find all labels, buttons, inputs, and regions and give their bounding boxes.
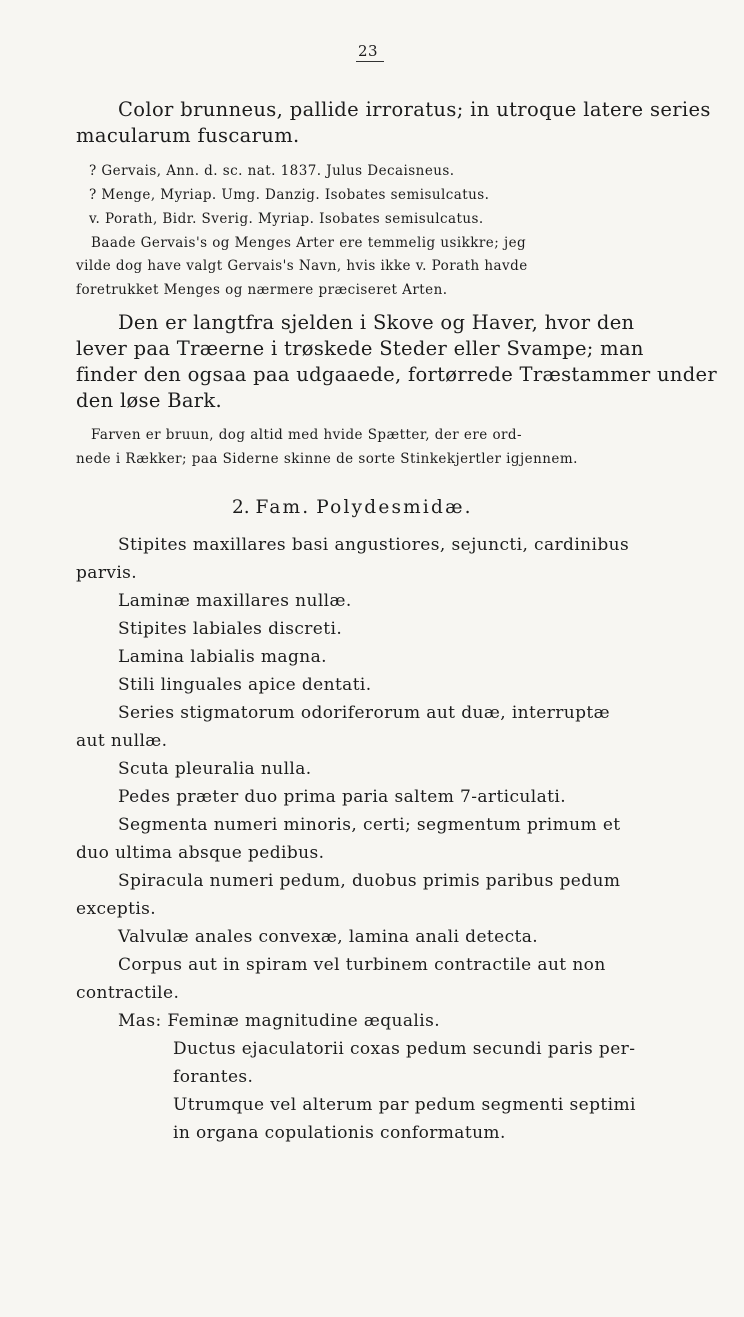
character-line: Stipites labiales discreti. [118, 619, 343, 639]
note-line: vilde dog have valgt Gervais's Navn, hvis ikke v. Porath havde [76, 258, 528, 274]
reference-line: ? Gervais, Ann. d. sc. nat. 1837. Julus Decaisneus. [89, 163, 455, 179]
character-line: aut nullæ. [76, 731, 168, 751]
heading-family-name: Polydesmidæ. [316, 497, 473, 518]
character-line: exceptis. [76, 899, 157, 919]
section-heading [232, 497, 473, 518]
paragraph-line: macularum fuscarum. [76, 124, 300, 147]
character-line: Mas: Feminæ magnitudine æqualis. [118, 1011, 440, 1031]
reference-line: ? Menge, Myriap. Umg. Danzig. Isobates semisulcatus. [89, 187, 490, 203]
character-line: Pedes præter duo prima paria saltem 7-articulati. [118, 787, 567, 807]
note-line: Baade Gervais's og Menges Arter ere temmelig usikkre; jeg [91, 235, 527, 251]
paragraph-line: Den er langtfra sjelden i Skove og Haver, hvor den [118, 311, 635, 334]
character-line: Corpus aut in spiram vel turbinem contractile aut non [118, 955, 606, 975]
note-line: foretrukket Menges og nærmere præciseret Arten. [76, 282, 448, 298]
paragraph-line: den løse Bark. [76, 389, 222, 412]
character-line: forantes. [173, 1067, 254, 1087]
character-line: Segmenta numeri minoris, certi; segmentum primum et [118, 815, 621, 835]
character-line: Series stigmatorum odoriferorum aut duæ, interruptæ [118, 703, 610, 723]
character-line: Ductus ejaculatorii coxas pedum secundi paris per- [173, 1039, 636, 1059]
character-line: Laminæ maxillares nullæ. [118, 591, 352, 611]
character-line: duo ultima absque pedibus. [76, 843, 325, 863]
character-line: parvis. [76, 563, 138, 583]
character-line: contractile. [76, 983, 180, 1003]
character-line: Valvulæ anales convexæ, lamina anali detecta. [118, 927, 539, 947]
page-number: 23 [356, 42, 384, 62]
character-line: Stipites maxillares basi angustiores, sejuncti, cardinibus [118, 535, 630, 555]
paragraph-line: lever paa Træerne i trøskede Steder eller Svampe; man [76, 337, 644, 360]
character-line: Stili linguales apice dentati. [118, 675, 372, 695]
reference-line: v. Porath, Bidr. Sverig. Myriap. Isobates semisulcatus. [89, 211, 484, 227]
character-line: Lamina labialis magna. [118, 647, 327, 667]
note-line: nede i Rækker; paa Siderne skinne de sorte Stinkekjertler igjennem. [76, 451, 578, 467]
note-line: Farven er bruun, dog altid med hvide Spætter, der ere ord- [91, 427, 523, 443]
character-line: Spiracula numeri pedum, duobus primis paribus pedum [118, 871, 621, 891]
heading-fam: Fam. [255, 497, 311, 518]
paragraph-line: finder den ogsaa paa udgaaede, fortørrede Træstammer under [76, 363, 717, 386]
character-line: Utrumque vel alterum par pedum segmenti septimi [173, 1095, 636, 1115]
heading-number: 2. [232, 497, 250, 518]
character-line: in organa copulationis conformatum. [173, 1123, 506, 1143]
character-line: Scuta pleuralia nulla. [118, 759, 312, 779]
paragraph-line: Color brunneus, pallide irroratus; in utroque latere series [118, 98, 711, 121]
